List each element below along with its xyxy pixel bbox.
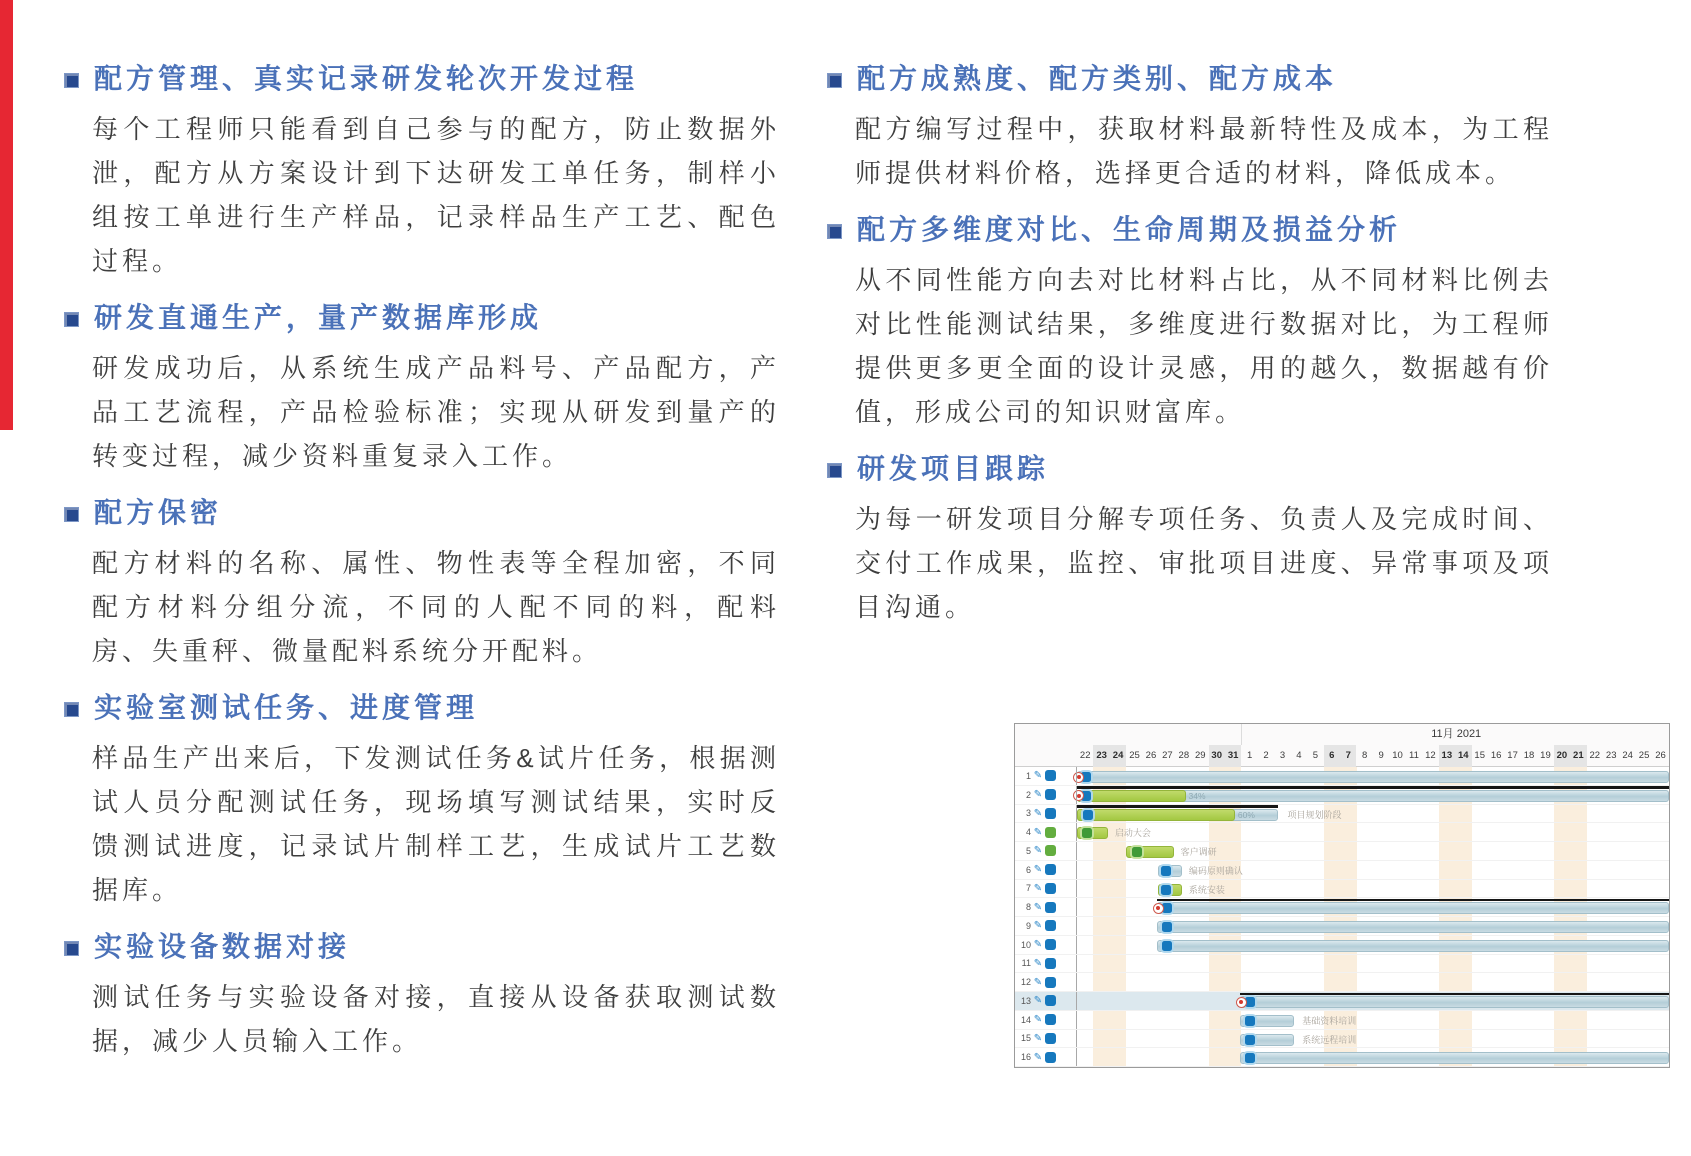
gantt-day-cell: 23 <box>1605 750 1617 761</box>
bullet-square-icon <box>827 224 842 239</box>
bullet-square-icon <box>64 312 79 327</box>
row-status-dot-blue <box>1045 1052 1056 1063</box>
gantt-day-cell: 24 <box>1622 750 1633 761</box>
drag-handle-blue <box>1162 922 1172 932</box>
gantt-row-gutter <box>1015 767 1077 785</box>
row-status-dot-green <box>1045 827 1056 838</box>
section-heading <box>64 494 780 532</box>
bullet-square-icon <box>64 702 79 717</box>
section-body: 研发成功后，从系统生成产品料号、产品配方，产品工艺流程，产品检验标准；实现从研发到量产的转变过程，减少资料重复录入工作。 <box>92 353 780 471</box>
gantt-day-cell: 30 <box>1209 745 1225 767</box>
section-heading <box>827 60 1553 98</box>
drag-handle-blue <box>1083 810 1093 820</box>
pencil-icon: ✎ <box>1033 770 1043 782</box>
gantt-day-cell: 23 <box>1093 745 1109 767</box>
summary-line <box>1077 786 1669 789</box>
gantt-row-gutter <box>1015 823 1077 841</box>
section-heading <box>64 60 780 98</box>
gantt-row-4 <box>1015 823 1669 842</box>
gantt-row-track <box>1077 823 1669 841</box>
section-heading <box>64 689 780 727</box>
gantt-day-cell: 28 <box>1178 750 1190 761</box>
task-bar <box>1157 921 1669 933</box>
drag-handle-blue <box>1245 1053 1255 1063</box>
gantt-header <box>1015 724 1669 767</box>
left-column <box>64 60 780 1063</box>
pencil-icon: ✎ <box>1033 789 1043 801</box>
row-number: 13 <box>1020 995 1031 1006</box>
gantt-day-cell: 27 <box>1162 750 1173 761</box>
task-bar <box>1240 1052 1669 1064</box>
row-status-dot-blue <box>1045 977 1056 988</box>
section-title: 配方保密 <box>94 497 223 528</box>
pencil-icon: ✎ <box>1033 920 1043 932</box>
gantt-day-cell: 7 <box>1340 745 1356 767</box>
gantt-row-gutter <box>1015 786 1077 804</box>
gantt-row-track <box>1077 786 1669 804</box>
gantt-row-track <box>1077 880 1669 898</box>
gantt-row-track <box>1077 898 1669 916</box>
gantt-day-cell: 14 <box>1455 745 1471 767</box>
gantt-row-track <box>1077 767 1669 785</box>
feature-section-left-5 <box>64 928 780 1063</box>
gantt-row-gutter <box>1015 955 1077 973</box>
bullet-square-icon <box>827 463 842 478</box>
gantt-row-gutter <box>1015 1011 1077 1029</box>
section-title: 研发项目跟踪 <box>857 453 1050 484</box>
pencil-icon: ✎ <box>1033 939 1043 951</box>
gantt-day-cell: 8 <box>1362 750 1368 761</box>
gantt-row-track <box>1077 973 1669 991</box>
summary-line <box>1077 805 1278 808</box>
gantt-day-row <box>1077 745 1669 767</box>
red-edge-stripe <box>0 0 13 430</box>
row-status-dot-blue <box>1045 939 1056 950</box>
pencil-icon: ✎ <box>1033 1032 1043 1044</box>
task-bar <box>1240 996 1669 1008</box>
pencil-icon: ✎ <box>1033 826 1043 838</box>
gantt-body <box>1015 767 1669 1067</box>
pencil-icon: ✎ <box>1033 882 1043 894</box>
drag-handle-blue <box>1245 1016 1255 1026</box>
marker-dot <box>1077 794 1081 798</box>
row-status-dot-blue <box>1045 995 1056 1006</box>
pencil-icon: ✎ <box>1033 1014 1043 1026</box>
section-title: 实验室测试任务、进度管理 <box>94 692 479 723</box>
gantt-day-cell: 20 <box>1554 745 1570 767</box>
row-number: 16 <box>1020 1052 1031 1063</box>
gantt-row-gutter <box>1015 898 1077 916</box>
summary-line <box>1240 993 1669 996</box>
gantt-row-3 <box>1015 805 1669 824</box>
marker-dot <box>1077 775 1081 779</box>
right-column <box>827 60 1553 629</box>
section-body: 测试任务与实验设备对接，直接从设备获取测试数据，减少人员输入工作。 <box>92 982 780 1056</box>
gantt-row-gutter <box>1015 917 1077 935</box>
feature-section-left-2 <box>64 299 780 478</box>
section-heading <box>64 299 780 337</box>
gantt-day-cell: 25 <box>1638 750 1650 761</box>
drag-handle-green <box>1132 847 1142 857</box>
row-number: 10 <box>1020 939 1031 950</box>
pencil-icon: ✎ <box>1033 995 1043 1007</box>
gantt-row-gutter <box>1015 992 1077 1010</box>
section-title: 配方成熟度、配方类别、配方成本 <box>857 63 1338 94</box>
gantt-row-track <box>1077 861 1669 879</box>
bullet-square-icon <box>64 507 79 522</box>
gantt-day-cell: 25 <box>1129 750 1140 761</box>
gantt-day-cell: 4 <box>1296 750 1302 761</box>
section-heading <box>827 450 1553 488</box>
gantt-day-cell: 29 <box>1194 750 1206 761</box>
gantt-row-7 <box>1015 880 1669 899</box>
gantt-day-cell: 6 <box>1324 745 1340 767</box>
gantt-day-cell: 12 <box>1425 750 1436 761</box>
feature-section-right-2 <box>827 211 1553 434</box>
gantt-row-6 <box>1015 861 1669 880</box>
row-number: 11 <box>1021 958 1031 969</box>
row-status-dot-green <box>1045 845 1056 856</box>
progress-percent-label: 60% <box>1237 810 1255 820</box>
row-status-dot-blue <box>1045 770 1056 781</box>
task-bar <box>1157 902 1669 914</box>
gantt-day-cell: 10 <box>1392 750 1403 761</box>
gantt-day-cell: 13 <box>1439 745 1455 767</box>
section-title: 配方管理、真实记录研发轮次开发过程 <box>94 63 639 94</box>
gantt-row-10 <box>1015 936 1669 955</box>
drag-handle-blue <box>1161 885 1171 895</box>
gantt-row-14 <box>1015 1011 1669 1030</box>
gantt-row-2 <box>1015 786 1669 805</box>
pencil-icon: ✎ <box>1033 976 1043 988</box>
progress-bar <box>1077 809 1235 821</box>
task-label: 项目规划阶段 <box>1287 809 1342 820</box>
progress-bar <box>1077 790 1186 802</box>
row-number: 1 <box>1025 770 1031 781</box>
section-title: 配方多维度对比、生命周期及损益分析 <box>857 214 1402 245</box>
row-status-dot-blue <box>1045 1014 1056 1025</box>
task-bar <box>1157 940 1669 952</box>
gantt-row-track <box>1077 955 1669 973</box>
section-title: 研发直通生产，量产数据库形成 <box>94 302 543 333</box>
section-title: 实验设备数据对接 <box>94 931 351 962</box>
gantt-row-track <box>1077 936 1669 954</box>
row-status-dot-blue <box>1045 808 1056 819</box>
row-status-dot-blue <box>1045 883 1056 894</box>
gantt-row-9 <box>1015 917 1669 936</box>
feature-section-right-1 <box>827 60 1553 195</box>
task-bar <box>1077 771 1669 783</box>
gantt-row-gutter <box>1015 1048 1077 1066</box>
bullet-square-icon <box>64 941 79 956</box>
gantt-day-cell: 24 <box>1110 745 1126 767</box>
feature-section-left-3 <box>64 494 780 673</box>
gantt-row-gutter <box>1015 861 1077 879</box>
task-label: 客户调研 <box>1180 847 1217 857</box>
constraint-marker-icon <box>1153 903 1164 914</box>
summary-line <box>1157 899 1669 902</box>
gantt-day-cell: 31 <box>1225 745 1241 767</box>
row-status-dot-blue <box>1045 902 1056 913</box>
drag-handle-blue <box>1162 941 1172 951</box>
gantt-day-cell: 26 <box>1145 750 1157 761</box>
gantt-row-track <box>1077 1048 1669 1066</box>
gantt-row-gutter <box>1015 880 1077 898</box>
task-label: 基础资料培训 <box>1302 1015 1357 1026</box>
row-status-dot-blue <box>1045 958 1056 969</box>
row-number: 4 <box>1025 827 1031 838</box>
drag-handle-green <box>1082 828 1092 838</box>
gantt-day-cell: 11 <box>1409 750 1419 761</box>
bullet-square-icon <box>827 73 842 88</box>
gantt-day-cell: 22 <box>1589 750 1601 761</box>
section-body: 配方编写过程中，获取材料最新特性及成本，为工程师提供材料价格，选择更合适的材料，降低成本。 <box>855 114 1553 188</box>
gantt-row-track <box>1077 1011 1669 1029</box>
section-body: 每个工程师只能看到自己参与的配方，防止数据外泄，配方从方案设计到下达研发工单任务，制样小组按工单进行生产样品，记录样品生产工艺、配色过程。 <box>92 114 780 276</box>
gantt-row-gutter <box>1015 842 1077 860</box>
gantt-row-track <box>1077 992 1669 1010</box>
row-number: 7 <box>1025 883 1031 894</box>
row-number: 9 <box>1025 920 1031 931</box>
gantt-day-cell: 26 <box>1655 750 1666 761</box>
row-number: 14 <box>1020 1014 1031 1025</box>
constraint-marker-icon <box>1236 997 1247 1008</box>
row-number: 12 <box>1020 977 1031 988</box>
gantt-day-cell: 16 <box>1490 750 1502 761</box>
gantt-row-16 <box>1015 1048 1669 1067</box>
row-status-dot-blue <box>1045 789 1056 800</box>
gantt-row-11 <box>1015 955 1669 974</box>
gantt-day-cell: 3 <box>1279 750 1286 761</box>
row-number: 6 <box>1025 864 1031 875</box>
section-heading <box>64 928 780 966</box>
task-label: 系统安装 <box>1188 884 1225 895</box>
gantt-row-12 <box>1015 973 1669 992</box>
feature-section-right-3 <box>827 450 1553 629</box>
row-status-dot-blue <box>1045 920 1056 931</box>
gantt-row-gutter <box>1015 936 1077 954</box>
row-status-dot-blue <box>1045 864 1056 875</box>
pencil-icon: ✎ <box>1033 845 1043 857</box>
task-label: 系统远程培训 <box>1302 1034 1357 1045</box>
pencil-icon: ✎ <box>1033 807 1043 819</box>
gantt-day-cell: 21 <box>1570 745 1586 767</box>
row-number: 3 <box>1025 808 1031 819</box>
section-body: 为每一研发项目分解专项任务、负责人及完成时间、交付工作成果，监控、审批项目进度、异常事项及项目沟通。 <box>855 504 1553 622</box>
gantt-day-cell: 17 <box>1507 750 1518 761</box>
section-body: 从不同性能方向去对比材料占比，从不同材料比例去对比性能测试结果，多维度进行数据对比，为工程师提供更多更全面的设计灵感，用的越久，数据越有价值，形成公司的知识财富库。 <box>855 265 1553 427</box>
gantt-day-cell: 9 <box>1378 750 1384 761</box>
feature-section-left-4 <box>64 689 780 912</box>
gantt-day-cell: 15 <box>1474 750 1485 761</box>
gantt-row-gutter <box>1015 973 1077 991</box>
task-label: 编码原则确认 <box>1188 865 1243 876</box>
gantt-row-13 <box>1015 992 1669 1011</box>
gantt-day-cell: 18 <box>1523 750 1535 761</box>
gantt-row-8 <box>1015 898 1669 917</box>
gantt-row-1 <box>1015 767 1669 786</box>
gantt-day-cell: 1 <box>1246 750 1253 761</box>
marker-dot <box>1239 1000 1243 1004</box>
gantt-row-15 <box>1015 1030 1669 1049</box>
gantt-day-cell: 19 <box>1540 750 1551 761</box>
gantt-row-gutter <box>1015 805 1077 823</box>
row-number: 8 <box>1025 902 1031 913</box>
gantt-row-track <box>1077 805 1669 823</box>
task-label: 启动大会 <box>1114 828 1151 839</box>
gantt-row-gutter <box>1015 1030 1077 1048</box>
gantt-row-track <box>1077 842 1669 860</box>
gantt-row-track <box>1077 1030 1669 1048</box>
drag-handle-blue <box>1161 866 1171 876</box>
section-heading <box>827 211 1553 249</box>
section-body: 样品生产出来后，下发测试任务&试片任务，根据测试人员分配测试任务，现场填写测试结果，实时反馈测试进度，记录试片制样工艺，生成试片工艺数据库。 <box>92 743 780 905</box>
row-number: 15 <box>1020 1033 1031 1044</box>
pencil-icon: ✎ <box>1033 864 1043 876</box>
pencil-icon: ✎ <box>1033 901 1043 913</box>
row-number: 2 <box>1025 789 1031 800</box>
gantt-day-cell: 22 <box>1079 750 1091 761</box>
gantt-day-cell: 5 <box>1312 750 1318 761</box>
feature-section-left-1 <box>64 60 780 283</box>
bullet-square-icon <box>64 73 79 88</box>
row-status-dot-blue <box>1045 1033 1056 1044</box>
gantt-day-cell: 2 <box>1263 750 1269 761</box>
marker-dot <box>1156 906 1160 910</box>
gantt-screenshot <box>1014 723 1670 1068</box>
pencil-icon: ✎ <box>1033 1051 1043 1063</box>
section-body: 配方材料的名称、属性、物性表等全程加密，不同配方材料分组分流，不同的人配不同的料，配料房、失重秤、微量配料系统分开配料。 <box>92 548 780 666</box>
pencil-icon: ✎ <box>1033 957 1043 969</box>
row-number: 5 <box>1025 845 1031 856</box>
gantt-month-label: 11月 2021 <box>1241 724 1670 745</box>
drag-handle-blue <box>1245 1035 1255 1045</box>
progress-percent-label: 34% <box>1188 791 1206 802</box>
gantt-row-5 <box>1015 842 1669 861</box>
gantt-row-track <box>1077 917 1669 935</box>
